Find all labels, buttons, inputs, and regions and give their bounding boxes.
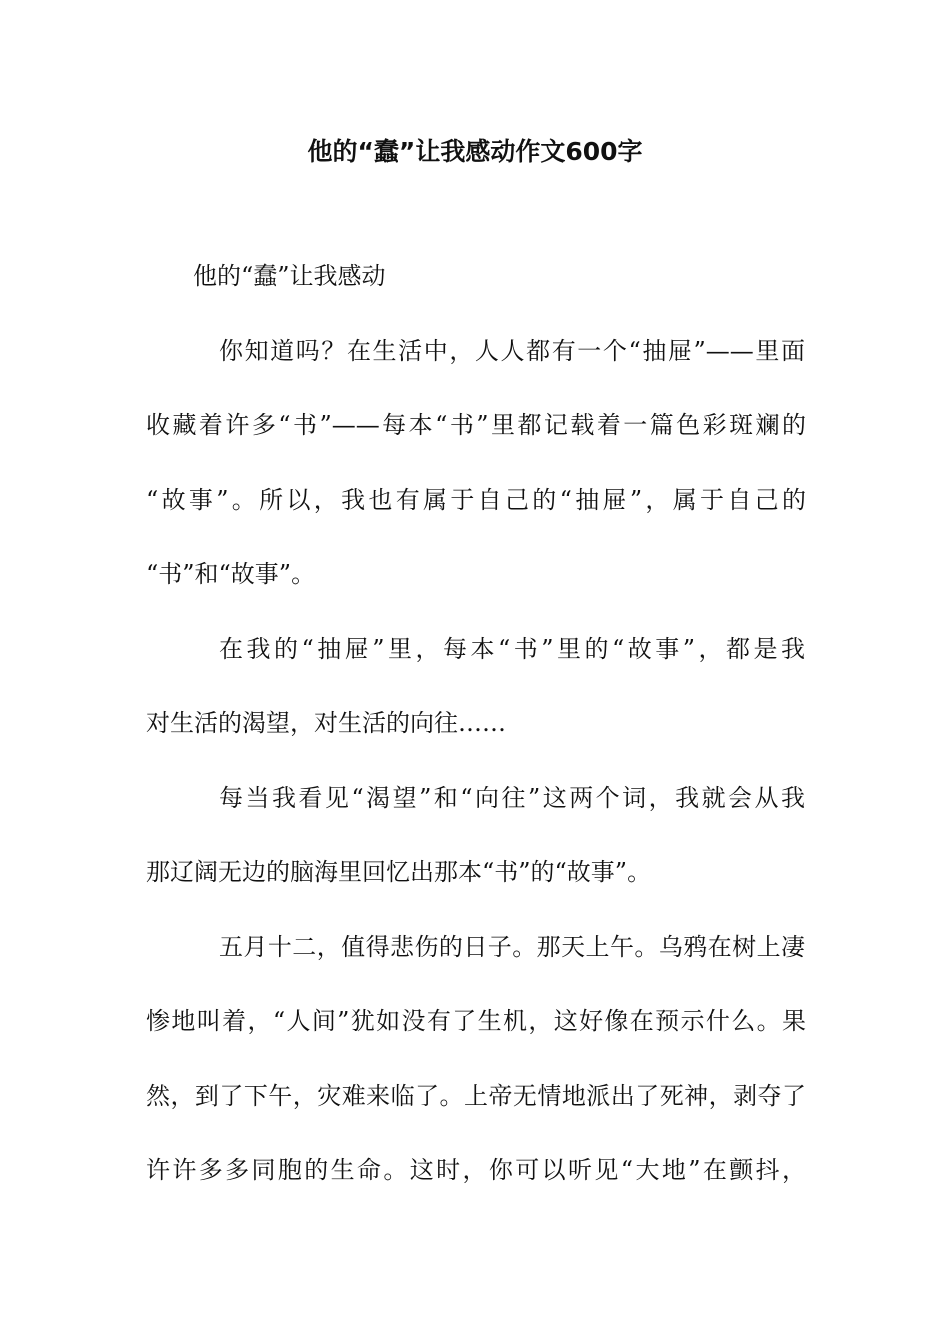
body-line-5: 在我的“抽屉”里，每本“书”里的“故事”，都是我: [219, 635, 805, 663]
body-line-8: 那辽阔无边的脑海里回忆出那本“书”的“故事”。: [146, 858, 652, 886]
body-line-11: 然，到了下午，灾难来临了。上帝无情地派出了死神，剥夺了: [146, 1082, 806, 1110]
body-line-1: 你知道吗？在生活中，人人都有一个“抽屉”——里面: [219, 337, 805, 365]
subtitle-line: 他的“蠢”让我感动: [193, 262, 386, 290]
body-line-3: “故事”。所以，我也有属于自己的“抽屉”，属于自己的: [146, 486, 806, 514]
body-line-2: 收藏着许多“书”——每本“书”里都记载着一篇色彩斑斓的: [146, 411, 806, 439]
body-line-4: “书”和“故事”。: [146, 560, 316, 588]
body-line-9: 五月十二，值得悲伤的日子。那天上午。乌鸦在树上凄: [219, 933, 805, 961]
body-line-7: 每当我看见“渴望”和“向往”这两个词，我就会从我: [219, 784, 805, 812]
body-line-10: 惨地叫着，“人间”犹如没有了生机，这好像在预示什么。果: [146, 1007, 806, 1035]
body-line-12: 许许多多同胞的生命。这时，你可以听见“大地”在颤抖，: [146, 1156, 806, 1184]
body-line-6: 对生活的渴望，对生活的向往……: [146, 709, 506, 737]
document-title: 他的“蠢”让我感动作文600字: [307, 137, 643, 166]
